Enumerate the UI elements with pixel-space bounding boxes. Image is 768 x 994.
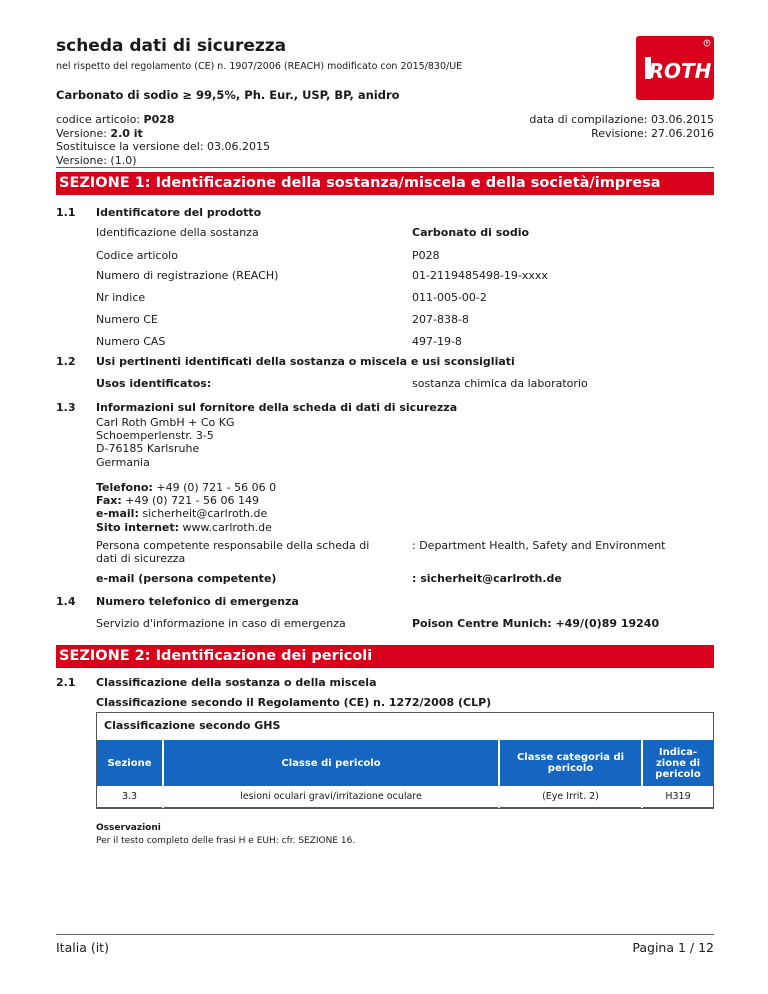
roth-logo [636, 36, 714, 100]
field-value: 497-19-8 [412, 335, 462, 348]
field-label: Numero di registrazione (REACH) [96, 269, 279, 282]
page-number: Pagina 1 / 12 [632, 940, 714, 955]
competent-email-label: e-mail (persona competente) [96, 572, 277, 585]
product-name: Carbonato di sodio ≥ 99,5%, Ph. Eur., USP, BP, anidro [56, 88, 400, 102]
header-divider [56, 167, 714, 168]
document-meta-right [529, 113, 714, 140]
section-1-heading: SEZIONE 1: Identificazione della sostanza/miscela e della società/impresa [56, 172, 714, 195]
subsection-title: Classificazione della sostanza o della miscela [96, 676, 377, 689]
phone-number: +49 (0) 721 - 56 06 0 [152, 481, 277, 494]
table-cell: lesioni oculari gravi/irritazione oculare [164, 786, 498, 808]
subsection-title: Informazioni sul fornitore della scheda di dati di sicurezza [96, 401, 458, 414]
supplier-contacts: Telefono: +49 (0) 721 - 56 06 0 Fax: +49 (0) 721 - 56 06 149 e-mail: sicherheit@carlroth.de Sito internet: www.carlroth.de [96, 481, 277, 534]
footer-country: Italia (it) [56, 940, 109, 955]
old-version: Versione: (1.0) [56, 153, 137, 167]
field-value: P028 [412, 249, 440, 262]
document-subtitle: nel rispetto del regolamento (CE) n. 1907/2006 (REACH) modificato con 2015/830/UE [56, 61, 463, 72]
footer-divider [56, 934, 714, 935]
compilation-date: data di compilazione: 03.06.2015 [529, 113, 714, 126]
svg-text:ROTH: ROTH [648, 59, 712, 83]
table-header-cell: Sezione [97, 740, 162, 786]
field-value: 207-838-8 [412, 313, 469, 326]
emergency-label: Servizio d'informazione in caso di emergenza [96, 617, 346, 630]
revision-date: Revisione: 27.06.2016 [591, 126, 714, 140]
email-address[interactable]: sicherheit@carlroth.de [138, 507, 268, 521]
field-label: Nr indice [96, 291, 146, 304]
competent-email-value[interactable]: : sicherheit@carlroth.de [412, 572, 562, 585]
table-cell: H319 [643, 786, 713, 808]
svg-text:R: R [705, 40, 709, 46]
competent-person-value: : Department Health, Safety and Environment [412, 539, 666, 552]
fax-number: +49 (0) 721 - 56 06 149 [121, 494, 260, 508]
field-label: Codice articolo [96, 249, 178, 262]
table-cell: 3.3 [97, 786, 162, 808]
replaces-version: Sostituisce la versione del: 03.06.2015 [56, 140, 271, 153]
subsection-number: 1.4 [56, 595, 76, 608]
subsection-title: Identificatore del prodotto [96, 206, 262, 219]
subsection-title: Usi pertinenti identificati della sostanza o miscela e usi sconsigliati [96, 355, 515, 368]
section-2-heading: SEZIONE 2: Identificazione dei pericoli [56, 645, 714, 668]
observations-text: Per il testo completo delle frasi H e EUH: cfr. SEZIONE 16. [96, 836, 356, 846]
observations-label: Osservazioni [96, 823, 161, 833]
field-label: Numero CE [96, 313, 158, 326]
field-value: Carbonato di sodio [412, 226, 530, 239]
table-header-cell: Indica-zione di pericolo [643, 740, 713, 786]
field-value: sostanza chimica da laboratorio [412, 377, 588, 390]
table-cell: (Eye Irrit. 2) [500, 786, 641, 808]
field-label: Identificazione della sostanza [96, 226, 259, 239]
ghs-table-title: Classificazione secondo GHS [104, 719, 281, 732]
field-value: 01-2119485498-19-xxxx [412, 269, 548, 282]
website-link[interactable]: www.carlroth.de [179, 520, 272, 534]
field-label: Usos identificatos: [96, 377, 212, 390]
version-number: 2.0 it [110, 126, 143, 140]
subsection-number: 1.2 [56, 355, 76, 368]
emergency-phone: Poison Centre Munich: +49/(0)89 19240 [412, 617, 660, 630]
competent-person-label: Persona competente responsabile della scheda di dati di sicurezza [96, 539, 370, 566]
table-header-cell: Classe categoria di pericolo [500, 740, 641, 786]
subsection-number: 1.3 [56, 401, 76, 414]
subsection-number: 1.1 [56, 206, 76, 219]
clp-classification-title: Classificazione secondo il Regolamento (CE) n. 1272/2008 (CLP) [96, 696, 492, 709]
table-header-cell: Classe di pericolo [164, 740, 498, 786]
article-code: P028 [143, 113, 175, 126]
field-value: 011-005-00-2 [412, 291, 487, 304]
subsection-number: 2.1 [56, 676, 76, 689]
supplier-address: Carl Roth GmbH + Co KG Schoemperlenstr. 3-5 D-76185 Karlsruhe Germania [96, 416, 235, 469]
document-meta-left: codice articolo: P028 Versione: 2.0 it Sostituisce la versione del: 03.06.2015 Versione: (1.0) [56, 113, 271, 167]
document-title: scheda dati di sicurezza [56, 36, 287, 56]
field-label: Numero CAS [96, 335, 166, 348]
subsection-title: Numero telefonico di emergenza [96, 595, 299, 608]
